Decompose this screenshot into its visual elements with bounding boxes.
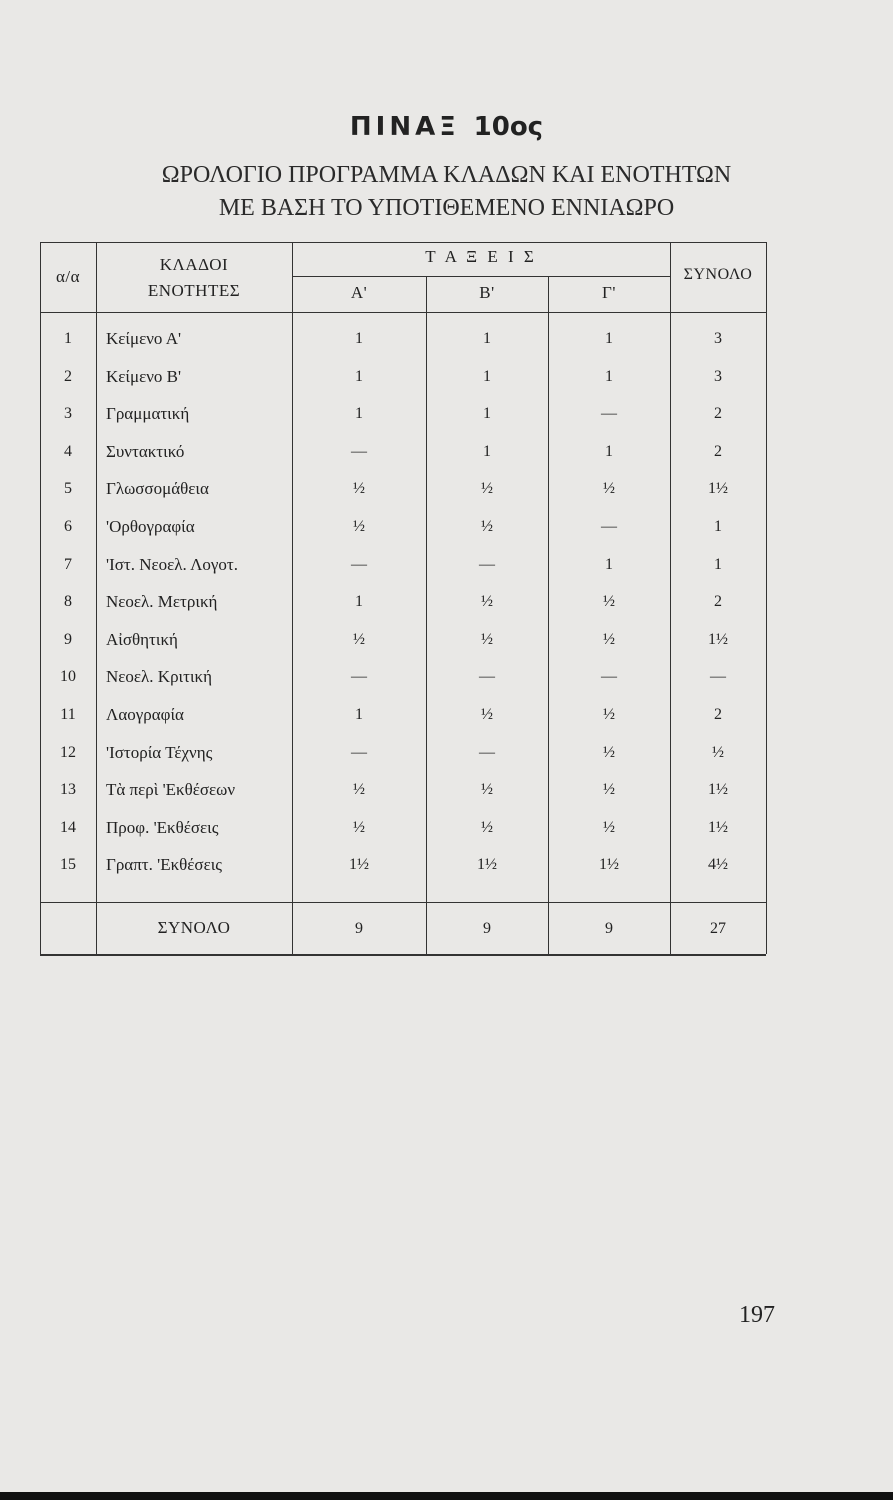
row-index: 10 xyxy=(60,668,76,686)
row-index: 8 xyxy=(64,593,72,611)
row-total: 2 xyxy=(714,593,722,611)
row-total: 1 xyxy=(714,555,722,573)
row-index: 13 xyxy=(60,781,76,799)
row-grade-c: ½ xyxy=(603,480,615,498)
total-grade-b: 9 xyxy=(483,920,491,937)
row-grade-b: ½ xyxy=(481,518,493,535)
header-subject-1: ΚΛΑΔΟΙ xyxy=(159,255,229,274)
right-border xyxy=(766,242,767,954)
row-index: 9 xyxy=(64,630,72,648)
row-grade-b: ½ xyxy=(481,706,493,723)
row-grade-b: ½ xyxy=(481,781,493,799)
header-grade-b: Β' xyxy=(479,283,495,302)
row-total: 1½ xyxy=(708,630,728,648)
row-index: 7 xyxy=(64,555,72,573)
row-grade-c: 1 xyxy=(605,330,613,347)
row-grade-c: 1 xyxy=(605,555,613,573)
row-grade-b: 1 xyxy=(483,442,491,460)
row-grade-c: — xyxy=(601,668,617,686)
row-subject: Γλωσσομάθεια xyxy=(106,479,209,499)
row-grade-b: ½ xyxy=(481,593,493,611)
row-grade-b: 1 xyxy=(483,367,491,385)
row-grade-a: ½ xyxy=(353,518,365,535)
row-index: 2 xyxy=(64,367,72,385)
row-grade-c: ½ xyxy=(603,706,615,723)
total-grade-c: 9 xyxy=(605,920,613,937)
subtitle-line-1: ΩΡΟΛΟΓΙΟ ΠΡΟΓΡΑΜΜΑ ΚΛΑΔΩΝ ΚΑΙ ΕΝΟΤΗΤΩΝ xyxy=(161,162,732,188)
row-grade-b: 1 xyxy=(483,405,491,423)
row-grade-a: 1 xyxy=(355,367,363,385)
row-total: 2 xyxy=(714,442,722,460)
row-total: 3 xyxy=(714,330,722,347)
row-grade-b: 1 xyxy=(483,330,491,347)
row-grade-c: ½ xyxy=(603,781,615,799)
row-grade-a: ½ xyxy=(353,630,365,648)
row-grade-a: 1½ xyxy=(349,856,369,874)
row-total: 2 xyxy=(714,706,722,723)
table-bottom-rule xyxy=(40,954,766,956)
row-total: 1½ xyxy=(708,818,728,836)
row-subject: Τὰ περὶ 'Εκθέσεων xyxy=(106,780,236,800)
row-total: 2 xyxy=(714,405,722,423)
row-grade-c: ½ xyxy=(603,818,615,836)
row-subject: 'Ιστορία Τέχνης xyxy=(106,742,213,762)
table-label: ΠΙΝΑΞ xyxy=(349,112,460,142)
header-total: ΣΥΝΟΛΟ xyxy=(683,266,753,283)
row-grade-c: 1½ xyxy=(599,856,619,874)
row-total: 1 xyxy=(714,518,722,535)
row-total: — xyxy=(710,668,726,686)
row-grade-b: ½ xyxy=(481,630,493,648)
header-grades: Τ Α Ξ Ε Ι Σ xyxy=(425,247,537,266)
row-subject: 'Ορθογραφία xyxy=(106,517,195,536)
row-grade-b: ½ xyxy=(481,818,493,836)
total-top-rule xyxy=(40,902,766,903)
row-index: 3 xyxy=(64,405,72,423)
row-index: 4 xyxy=(64,442,72,460)
page-number: 197 xyxy=(739,1302,775,1328)
total-all: 27 xyxy=(710,920,726,937)
row-grade-a: — xyxy=(351,555,367,573)
row-subject: Αἰσθητική xyxy=(106,629,178,649)
row-total: ½ xyxy=(712,743,724,761)
row-index: 15 xyxy=(60,856,76,874)
row-index: 12 xyxy=(60,743,76,761)
row-subject: Προφ. 'Εκθέσεις xyxy=(106,817,219,837)
row-grade-a: — xyxy=(351,743,367,761)
row-subject: Συντακτικό xyxy=(106,441,185,461)
row-grade-b: — xyxy=(479,668,495,686)
row-grade-c: 1 xyxy=(605,367,613,385)
row-total: 3 xyxy=(714,367,722,385)
header-grade-a: Α' xyxy=(350,283,368,302)
row-total: 4½ xyxy=(708,856,728,874)
row-subject: Νεοελ. Κριτική xyxy=(106,667,212,687)
total-label: ΣΥΝΟΛΟ xyxy=(157,918,231,937)
row-index: 1 xyxy=(64,330,72,347)
row-grade-a: 1 xyxy=(355,330,363,347)
subtitle-line-2: ΜΕ ΒΑΣΗ ΤΟ ΥΠΟΤΙΘΕΜΕΝΟ ΕΝΝΙΑΩΡΟ xyxy=(218,195,675,221)
row-grade-c: 1 xyxy=(605,442,613,460)
table-number: 10ος xyxy=(473,112,544,142)
row-index: 14 xyxy=(60,818,76,836)
header-index: α/α xyxy=(55,267,81,286)
row-subject: 'Ιστ. Νεοελ. Λογοτ. xyxy=(106,554,238,574)
row-grade-a: ½ xyxy=(353,818,365,836)
scan-edge xyxy=(0,1492,893,1500)
header-grade-c: Γ' xyxy=(602,283,616,302)
row-subject: Γραπτ. 'Εκθέσεις xyxy=(106,855,223,875)
header-subject-2: ΕΝΟΤΗΤΕΣ xyxy=(147,281,241,300)
row-grade-c: — xyxy=(601,405,617,423)
row-grade-b: 1½ xyxy=(477,856,497,874)
row-total: 1½ xyxy=(708,480,728,498)
row-index: 6 xyxy=(64,518,72,535)
row-grade-a: 1 xyxy=(355,593,363,611)
row-grade-b: — xyxy=(479,555,495,573)
header-bottom-rule xyxy=(40,312,766,313)
row-subject: Κείμενο Α' xyxy=(106,329,182,348)
row-index: 11 xyxy=(60,706,76,723)
row-grade-a: ½ xyxy=(353,480,365,498)
table-top-rule xyxy=(40,242,766,243)
total-grade-a: 9 xyxy=(355,920,363,937)
row-grade-a: 1 xyxy=(355,706,363,723)
row-grade-c: — xyxy=(601,518,617,535)
row-index: 5 xyxy=(64,480,72,498)
row-grade-b: ½ xyxy=(481,480,493,498)
row-grade-a: — xyxy=(351,442,367,460)
row-grade-a: 1 xyxy=(355,405,363,423)
row-subject: Γραμματική xyxy=(106,404,190,424)
index-col-divider xyxy=(96,242,97,954)
row-grade-a: — xyxy=(351,668,367,686)
row-total: 1½ xyxy=(708,781,728,799)
row-subject: Νεοελ. Μετρική xyxy=(106,592,218,612)
row-grade-c: ½ xyxy=(603,743,615,761)
row-subject: Κείμενο Β' xyxy=(106,366,182,386)
table-title xyxy=(0,112,893,142)
row-grade-c: ½ xyxy=(603,630,615,648)
row-grade-c: ½ xyxy=(603,593,615,611)
row-grade-b: — xyxy=(479,743,495,761)
row-subject: Λαογραφία xyxy=(106,705,184,724)
row-grade-a: ½ xyxy=(353,781,365,799)
grades-underline xyxy=(292,276,670,277)
